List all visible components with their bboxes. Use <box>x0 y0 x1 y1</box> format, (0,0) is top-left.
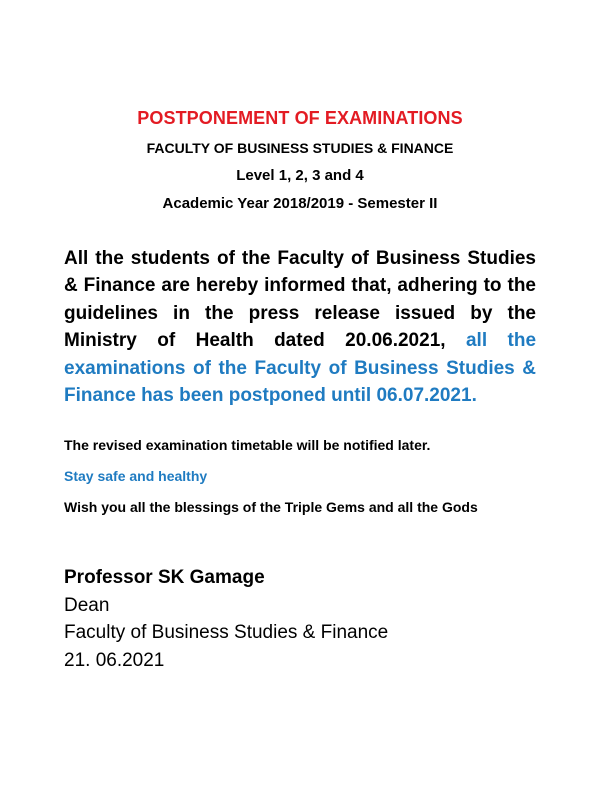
announcement-text: All the students of the Faculty of Business Studies & Finance are hereby informed that, adhering to the guidelines in the press release issued by the Ministry of Health dated 20.06.2021, <box>64 248 536 352</box>
revised-timetable-note: The revised examination timetable will be notified later. <box>64 437 431 453</box>
signature-date: 21. 06.2021 <box>64 650 165 671</box>
stay-safe-note: Stay safe and healthy <box>64 468 208 484</box>
announcement-paragraph <box>64 245 536 409</box>
notice-title: POSTPONEMENT OF EXAMINATIONS <box>137 108 463 128</box>
postponement-highlight: all the examinations of the Faculty of Business Studies & Finance has been postponed until 06.07.2021. <box>64 330 537 407</box>
levels-heading: Level 1, 2, 3 and 4 <box>236 167 364 184</box>
faculty-heading: FACULTY OF BUSINESS STUDIES & FINANCE <box>146 140 454 156</box>
academic-year-heading: Academic Year 2018/2019 - Semester II <box>162 195 438 212</box>
signatory-faculty: Faculty of Business Studies & Finance <box>64 622 389 643</box>
blessings-note: Wish you all the blessings of the Triple Gems and all the Gods <box>64 499 478 515</box>
signatory-role: Dean <box>64 595 110 616</box>
signatory-name: Professor SK Gamage <box>64 567 265 588</box>
